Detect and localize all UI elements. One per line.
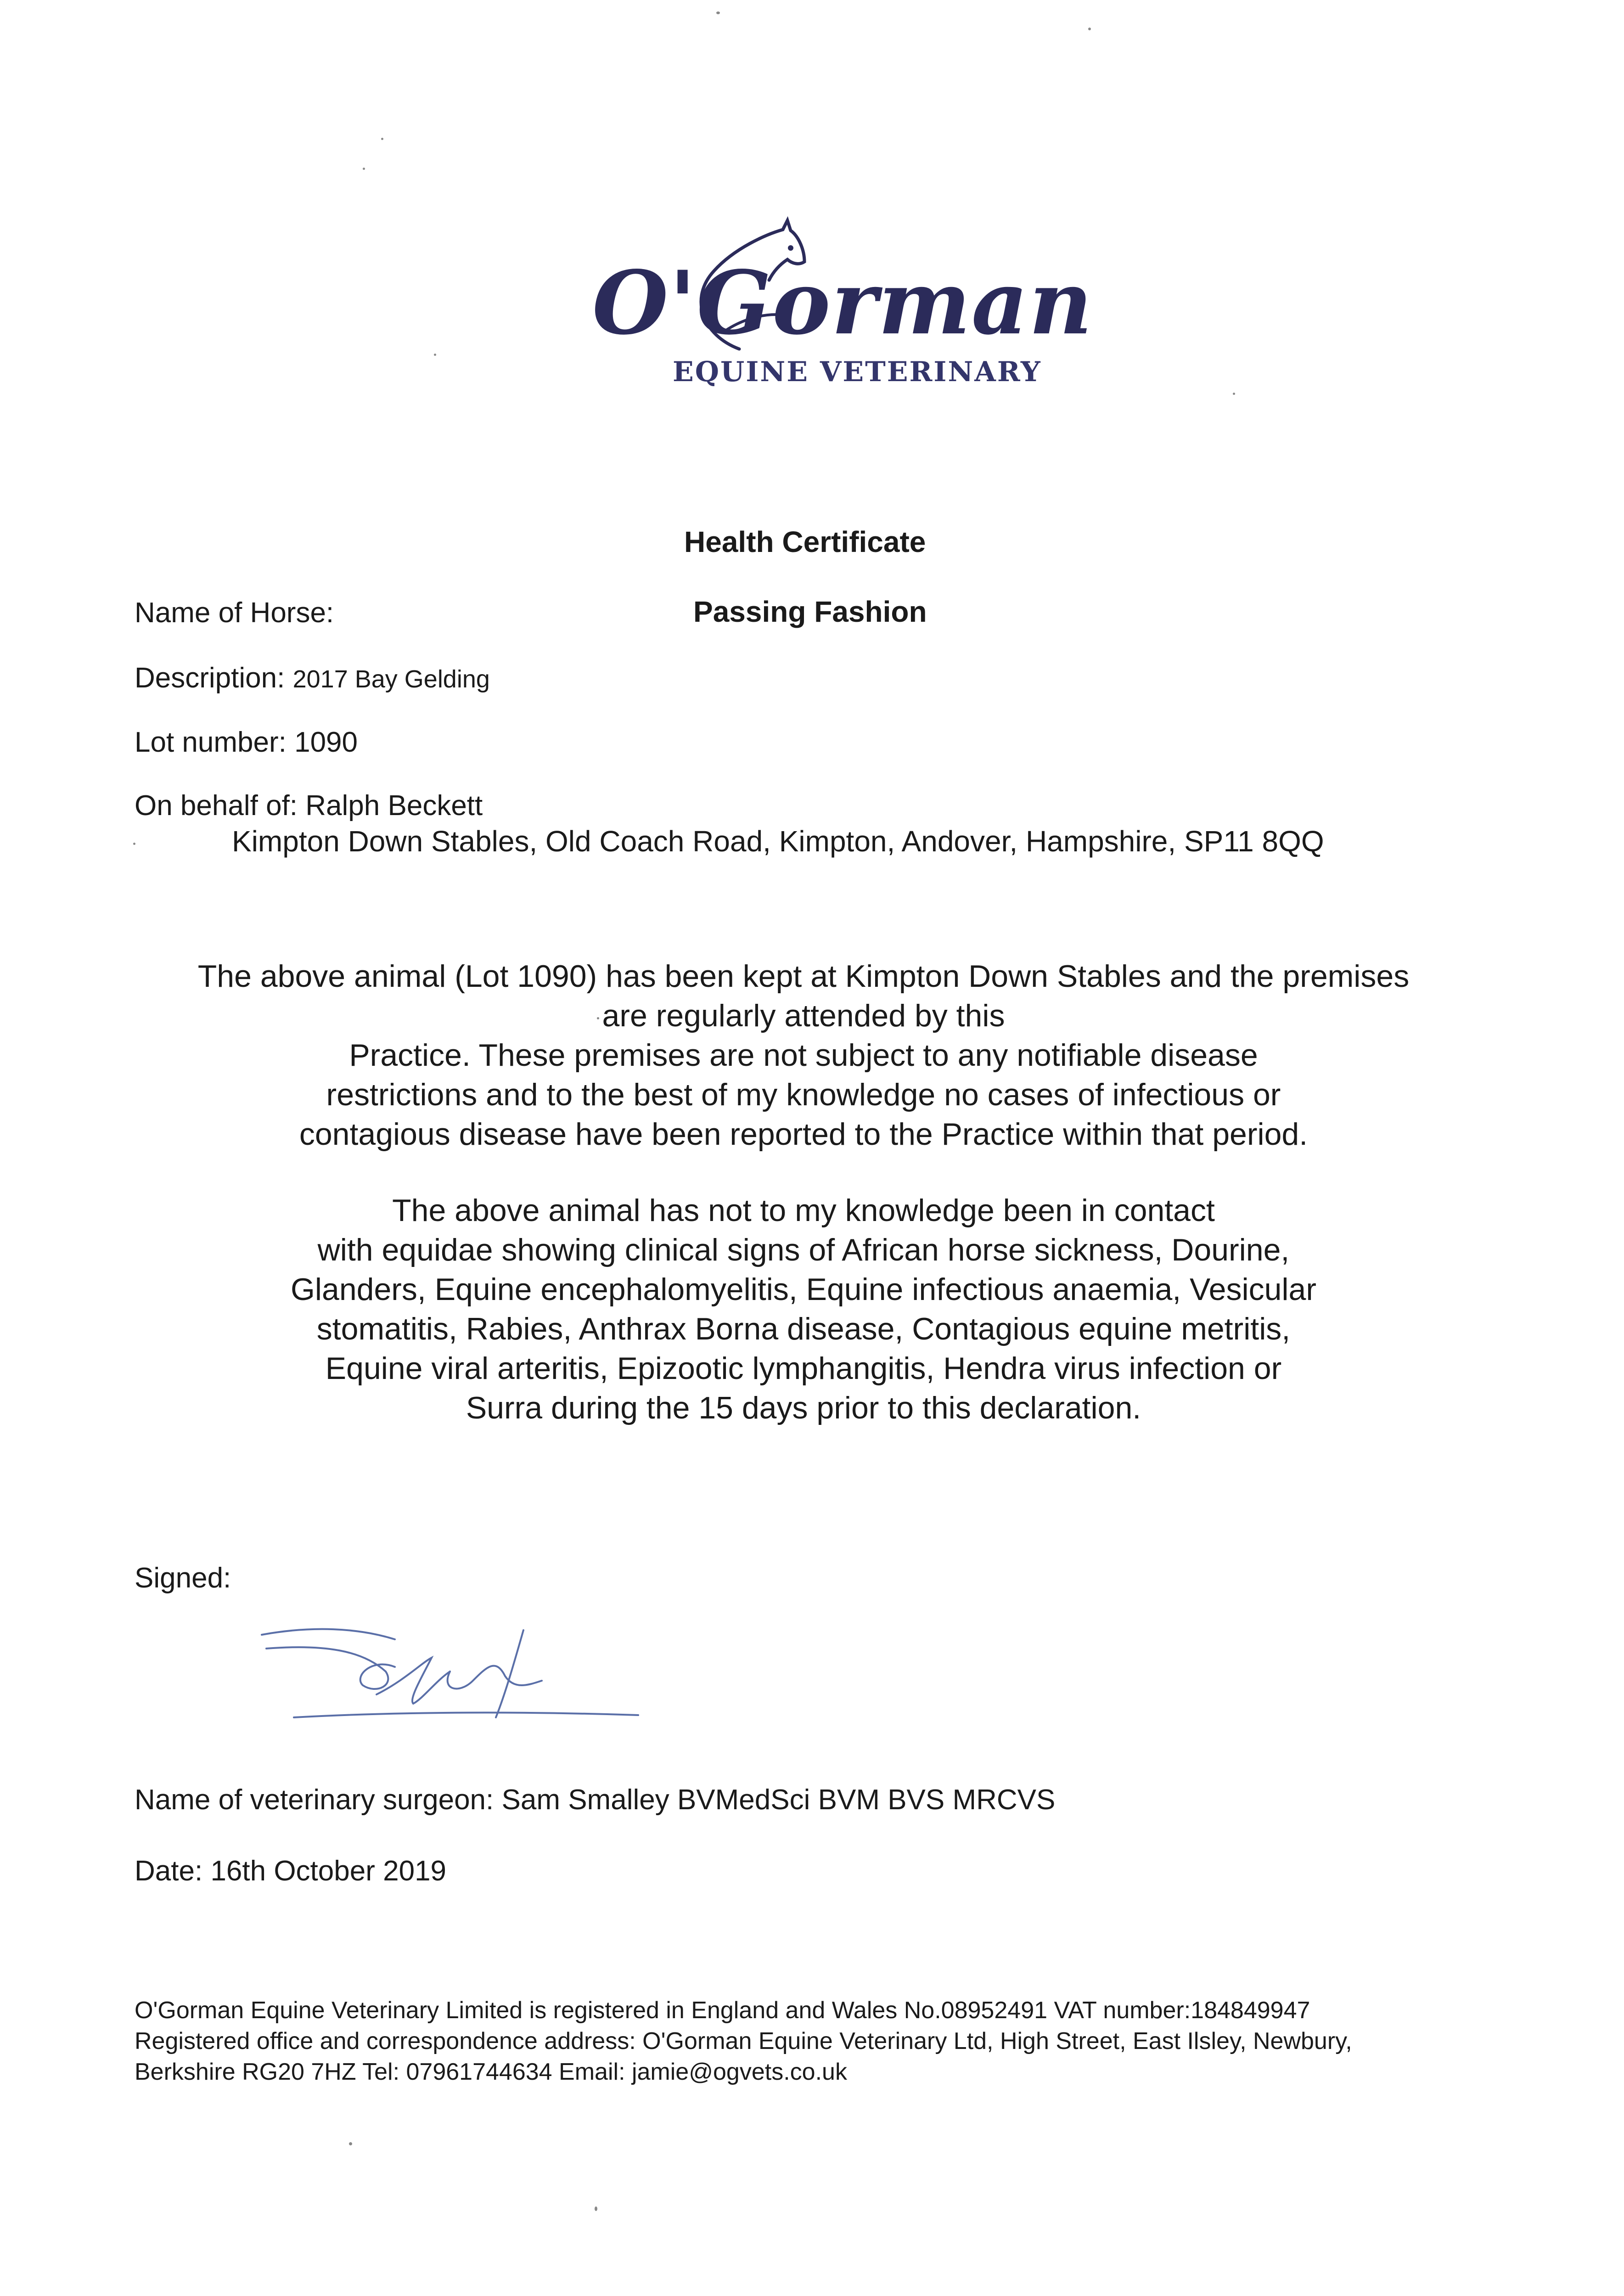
description-field [135, 660, 490, 698]
description-label: Description: [135, 662, 285, 694]
scan-speck [1088, 28, 1091, 30]
logo-wordmark: O'Gorman [592, 252, 1094, 354]
lot-value: 1090 [294, 726, 358, 758]
scan-speck [434, 354, 436, 356]
statement-line: with equidae showing clinical signs of African horse sickness, Dourine, [317, 1232, 1290, 1267]
company-logo [592, 216, 1094, 400]
vet-name-field [135, 1782, 1055, 1818]
scan-speck [1233, 393, 1235, 395]
scan-speck [363, 168, 365, 170]
lot-field [135, 724, 358, 761]
statement-line: The above animal (Lot 1090) has been kept at Kimpton Down Stables and the premises [197, 959, 1410, 994]
statement-line: Glanders, Equine encephalomyelitis, Equine infectious anaemia, Vesicular [291, 1272, 1316, 1307]
horse-label: Name of Horse: [135, 597, 334, 629]
footer-address: Registered office and correspondence address: O'Gorman Equine Veterinary Ltd, High Street, East Ilsley, Newbury, [135, 2028, 1352, 2054]
logo-subtitle: EQUINE VETERINARY [673, 356, 1042, 388]
certificate-title: Health Certificate [684, 525, 926, 558]
scan-speck [595, 2206, 597, 2211]
statement-line: Equine viral arteritis, Epizootic lymphangitis, Hendra virus infection or [325, 1351, 1282, 1386]
date-label: Date: [135, 1855, 203, 1887]
footer-contact: Berkshire RG20 7HZ Tel: 07961744634 Email: jamie@ogvets.co.uk [135, 2059, 847, 2085]
statement-line: contagious disease have been reported to the Practice within that period. [299, 1117, 1308, 1152]
description-value: 2017 Bay Gelding [292, 665, 490, 693]
behalf-value: Ralph Beckett [305, 790, 483, 822]
premises-statement [69, 957, 1538, 1154]
statement-line: Practice. These premises are not subject to any notifiable disease [349, 1038, 1258, 1073]
date-field [135, 1853, 446, 1890]
date-value: 16th October 2019 [210, 1855, 447, 1887]
footer-registration: O'Gorman Equine Veterinary Limited is registered in England and Wales No.08952491 VAT number:184849947 [135, 1997, 1310, 2024]
lot-label: Lot number: [135, 726, 287, 758]
scan-speck [381, 138, 383, 140]
scan-speck [133, 843, 135, 845]
vet-name: Sam Smalley BVMedSci BVM BVS MRCVS [501, 1784, 1056, 1816]
horse-name: Passing Fashion [693, 595, 927, 628]
statement-line: stomatitis, Rabies, Anthrax Borna disease, Contagious equine metritis, [316, 1311, 1291, 1346]
handwritten-signature [257, 1607, 643, 1745]
statement-line: The above animal has not to my knowledge been in contact [392, 1193, 1215, 1228]
disease-contact-statement [69, 1191, 1538, 1428]
stable-address: Kimpton Down Stables, Old Coach Road, Kimpton, Andover, Hampshire, SP11 8QQ [232, 825, 1324, 858]
scan-speck [716, 11, 720, 14]
signed-label: Signed: [135, 1562, 231, 1594]
scan-speck [349, 2142, 352, 2145]
behalf-label: On behalf of: [135, 790, 298, 822]
behalf-field [135, 788, 483, 824]
statement-line: are regularly attended by this [602, 998, 1005, 1033]
vet-label: Name of veterinary surgeon: [135, 1784, 494, 1816]
statement-line: restrictions and to the best of my knowledge no cases of infectious or [326, 1077, 1281, 1112]
statement-line: Surra during the 15 days prior to this declaration. [466, 1390, 1141, 1425]
